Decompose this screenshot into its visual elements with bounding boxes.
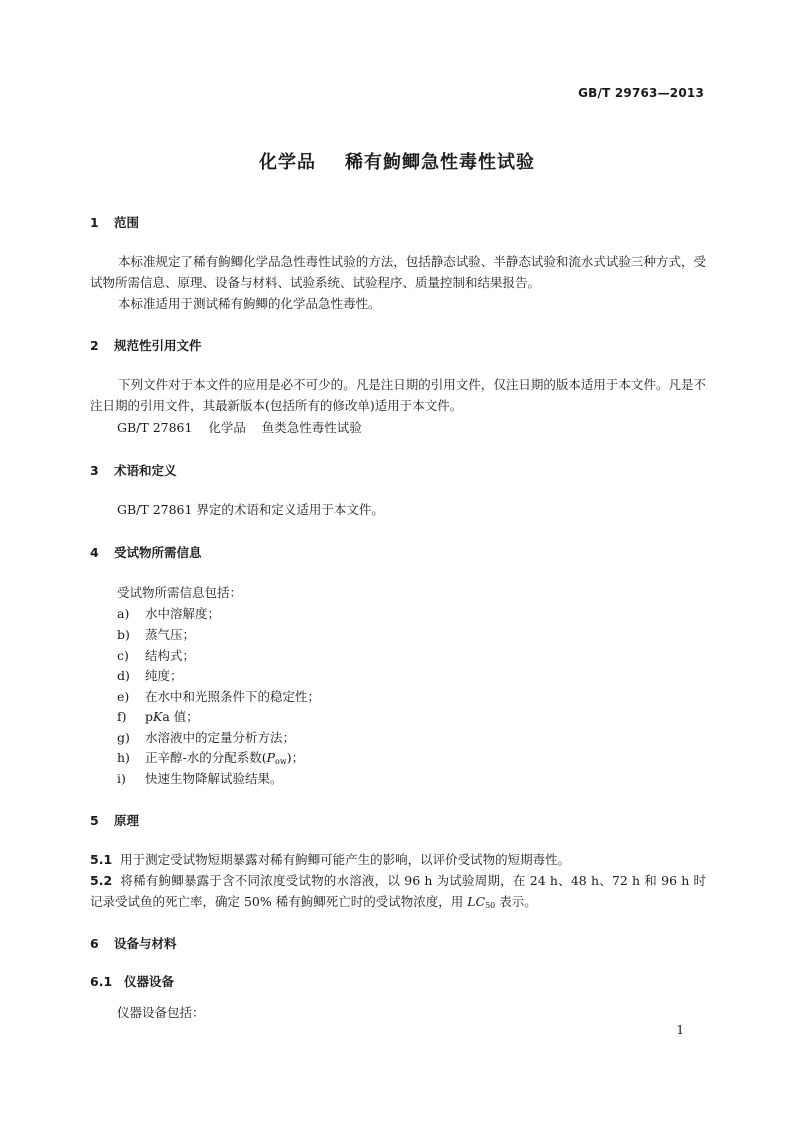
section-4-heading bbox=[90, 543, 202, 561]
subsection-6-1-heading bbox=[90, 972, 174, 990]
list-item: e) 在水中和光照条件下的稳定性； bbox=[117, 689, 321, 704]
list-item: f) pKa 值； bbox=[117, 709, 199, 724]
section-number: 1 bbox=[90, 215, 99, 230]
subsection-number: 6.1 bbox=[90, 974, 113, 989]
clause-number: 5.2 bbox=[90, 873, 113, 888]
standard-code: GB/T 29763—2013 bbox=[578, 86, 704, 100]
section-2-heading bbox=[90, 336, 202, 354]
list-item: c) 结构式； bbox=[117, 648, 196, 663]
section-title: 原理 bbox=[114, 813, 140, 828]
section-1-paragraph-2: 本标准适用于测试稀有鮈鲫的化学品急性毒性。 bbox=[118, 296, 381, 311]
list-item: b) 蒸气压； bbox=[117, 627, 196, 642]
section-6-heading bbox=[90, 934, 177, 952]
clause-5-2: 5.2 将稀有鮈鲫暴露于含不同浓度受试物的水溶液，以 96 h 为试验周期，在 24 h、48 h、72 h 和 96 h 时记录受试鱼的死亡率，确定 50% 稀有鮈鲫死亡时的受试物浓度，用 $LC_{50}$ 表示。 bbox=[90, 873, 706, 910]
list-item: i) 快速生物降解试验结果。 bbox=[117, 771, 283, 786]
page-number: 1 bbox=[676, 1023, 684, 1037]
section-3-paragraph-1: GB/T 27861 界定的术语和定义适用于本文件。 bbox=[117, 502, 384, 517]
section-title: 受试物所需信息 bbox=[114, 545, 202, 560]
normative-reference: GB/T 27861 化学品 鱼类急性毒性试验 bbox=[117, 420, 362, 435]
section-title: 范围 bbox=[114, 215, 140, 230]
section-2-paragraph-1: 下列文件对于本文件的应用是必不可少的。凡是注日期的引用文件，仅注日期的版本适用于本文件。凡是不注日期的引用文件，其最新版本(包括所有的修改单)适用于本文件。 bbox=[90, 377, 706, 413]
section-number: 4 bbox=[90, 545, 99, 560]
section-6-intro: 仪器设备包括： bbox=[117, 1005, 205, 1020]
section-number: 2 bbox=[90, 338, 99, 353]
section-3-heading bbox=[90, 461, 177, 479]
section-1-paragraph-1: 本标准规定了稀有鮈鲫化学品急性毒性试验的方法，包括静态试验、半静态试验和流水式试验三种方式，受试物所需信息、原理、设备与材料、试验系统、试验程序、质量控制和结果报告。 bbox=[90, 254, 706, 290]
section-title: 规范性引用文件 bbox=[114, 338, 202, 353]
list-item: g) 水溶液中的定量分析方法； bbox=[117, 730, 296, 745]
section-number: 6 bbox=[90, 936, 99, 951]
section-number: 5 bbox=[90, 813, 99, 828]
document-title: 化学品 稀有鮈鲫急性毒性试验 bbox=[258, 152, 536, 173]
section-4-intro: 受试物所需信息包括： bbox=[117, 585, 243, 600]
list-item: d) 纯度； bbox=[117, 668, 183, 683]
clause-5-1 bbox=[90, 849, 706, 870]
section-5-heading bbox=[90, 811, 139, 829]
list-item: h) 正辛醇-水的分配系数$(P_{ow})$； bbox=[117, 750, 305, 766]
list-item: a) 水中溶解度； bbox=[117, 606, 221, 621]
clause-text: 用于测定受试物短期暴露对稀有鮈鲫可能产生的影响，以评价受试物的短期毒性。 bbox=[120, 852, 571, 867]
section-title: 设备与材料 bbox=[114, 936, 177, 951]
section-1-heading bbox=[90, 213, 139, 231]
clause-number: 5.1 bbox=[90, 852, 113, 867]
section-number: 3 bbox=[90, 463, 99, 478]
subsection-title: 仪器设备 bbox=[124, 974, 175, 989]
section-title: 术语和定义 bbox=[114, 463, 177, 478]
